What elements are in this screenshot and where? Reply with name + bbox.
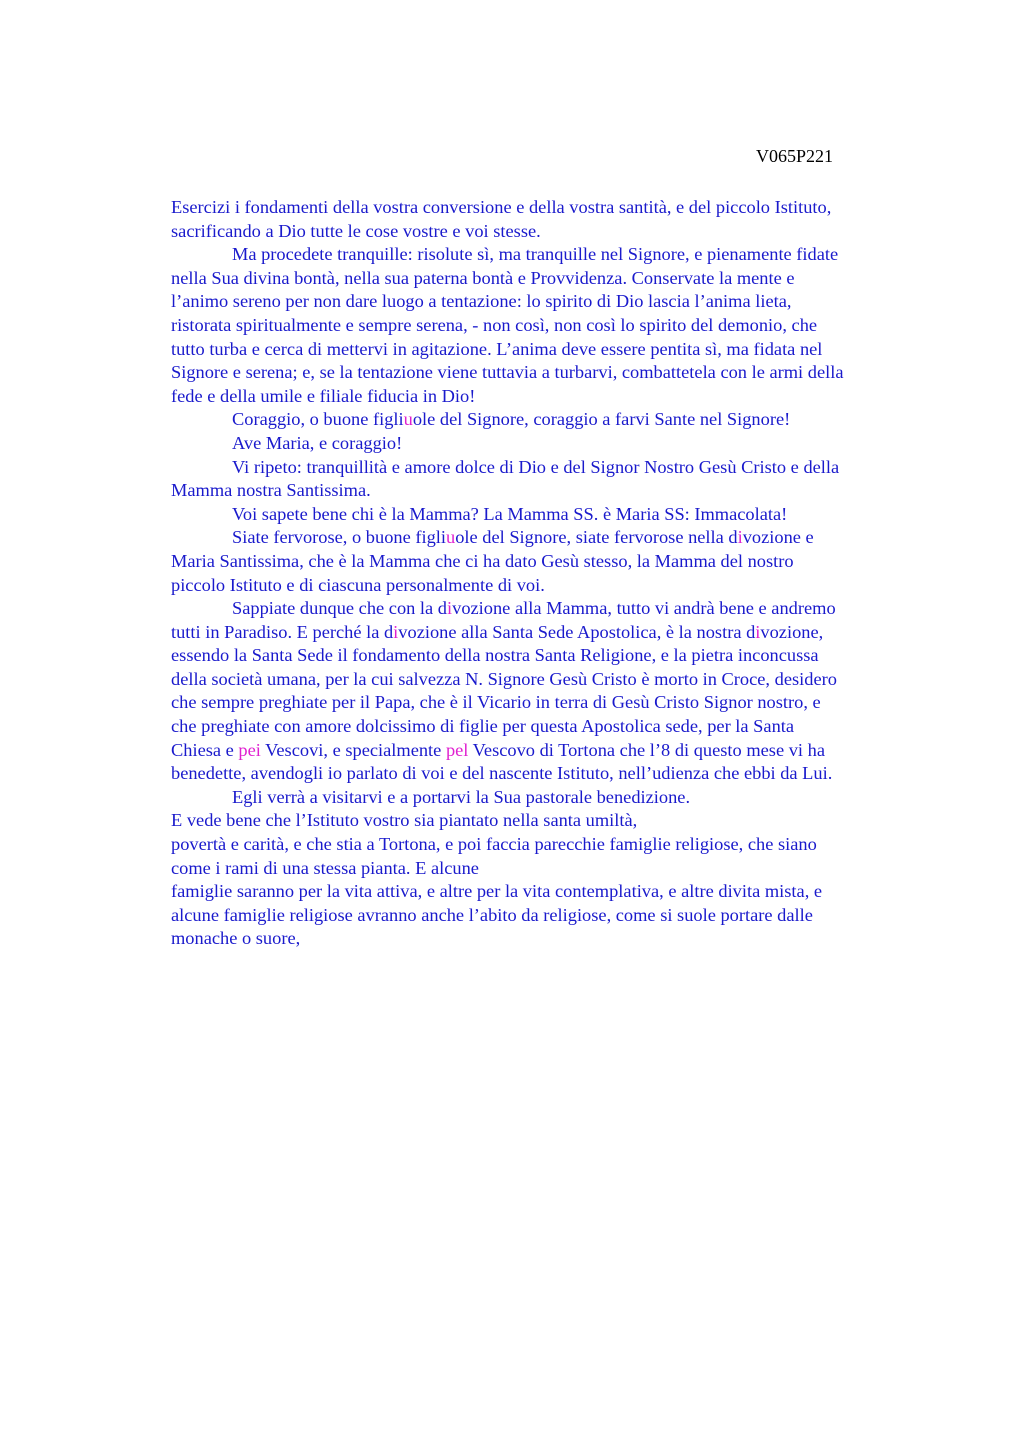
text-line: nella Sua divina bontà, nella sua paterna bontà e Provvidenza. Conservate la mente e (171, 267, 795, 288)
text-line: Ave Maria, e coraggio! (232, 432, 403, 453)
highlighted-text: u (446, 527, 456, 548)
text-line: come i rami di una stessa pianta. E alcune (171, 857, 479, 878)
page-reference: V065P221 (756, 146, 834, 166)
text-line: sacrificando a Dio tutte le cose vostre e voi stesse. (171, 220, 541, 241)
text-line: Ma procedete tranquille: risolute sì, ma tranquille nel Signore, e pienamente fidate (232, 244, 839, 265)
text-line: Siate fervorose, o buone figliuole del Signore, siate fervorose nella divozione e (232, 527, 814, 548)
text-line: della società umana, per la cui salvezza N. Signore Gesù Cristo è morto in Croce, desidero (171, 668, 837, 689)
document-body (171, 196, 941, 951)
highlighted-text: i (755, 621, 761, 642)
text-line: alcune famiglie religiose avranno anche l’abito da religiose, come si suole portare dalle (171, 904, 813, 925)
text-line: Signore e serena; e, se la tentazione viene tuttavia a turbarvi, combattetela con le armi della (171, 362, 844, 383)
highlighted-text: u (403, 409, 413, 430)
text-line: l’animo sereno per non dare luogo a tentazione: lo spirito di Dio lascia l’anima lieta, (171, 291, 792, 312)
text-line: che sempre preghiate per il Papa, che è il Vicario in terra di Gesù Cristo Signor nostro, e (171, 692, 821, 713)
text-line: Sappiate dunque che con la divozione alla Mamma, tutto vi andrà bene e andremo (232, 598, 836, 619)
highlighted-text: pei (238, 739, 261, 760)
highlighted-text: pel (445, 739, 469, 760)
text-line: che preghiate con amore dolcissimo di figlie per questa Apostolica sede, per la Santa (171, 716, 795, 737)
text-line: piccolo Istituto e di ciascuna personalmente di voi. (171, 574, 545, 595)
text-line: Egli verrà a visitarvi e a portarvi la Sua pastorale benedizione. (232, 786, 691, 807)
text-line: Coraggio, o buone figliuole del Signore, coraggio a farvi Sante nel Signore! (232, 409, 791, 430)
highlighted-text: i (447, 598, 453, 619)
text-line: tutti in Paradiso. E perché la divozione alla Santa Sede Apostolica, è la nostra divozione, (171, 621, 824, 642)
text-line: povertà e carità, e che stia a Tortona, e poi faccia parecchie famiglie religiose, che siano (171, 834, 817, 855)
text-line: E vede bene che l’Istituto vostro sia piantato nella santa umiltà, (171, 810, 638, 831)
text-line: monache o suore, (171, 928, 301, 949)
text-line: fede e della umile e filiale fiducia in Dio! (171, 385, 476, 406)
text-line: essendo la Santa Sede il fondamento della nostra Santa Religione, e la pietra inconcussa (171, 645, 819, 666)
text-line: Mamma nostra Santissima. (171, 480, 371, 501)
text-line: Esercizi i fondamenti della vostra conversione e della vostra santità, e del piccolo Istituto, (171, 197, 832, 217)
text-line: ristorata spiritualmente e sempre serena, - non così, non così lo spirito del demonio, che (171, 314, 818, 335)
text-line: Vi ripeto: tranquillità e amore dolce di Dio e del Signor Nostro Gesù Cristo e della (232, 456, 840, 477)
text-line: tutto turba e cerca di mettervi in agitazione. L’anima deve essere pentita sì, ma fidata nel (171, 338, 823, 359)
text-line: Maria Santissima, che è la Mamma che ci ha dato Gesù stesso, la Mamma del nostro (171, 550, 794, 571)
text-line: famiglie saranno per la vita attiva, e altre per la vita contemplativa, e altre divita mista, e (171, 881, 823, 902)
highlighted-text: i (393, 621, 399, 642)
text-line: Chiesa e pei Vescovi, e specialmente pel Vescovo di Tortona che l’8 di questo mese vi ha (171, 739, 825, 760)
text-line: Voi sapete bene chi è la Mamma? La Mamma SS. è Maria SS: Immacolata! (232, 503, 788, 524)
text-line: benedette, avendogli io parlato di voi e del nascente Istituto, nell’udienza che ebbi da Lui. (171, 763, 833, 784)
highlighted-text: i (737, 527, 743, 548)
